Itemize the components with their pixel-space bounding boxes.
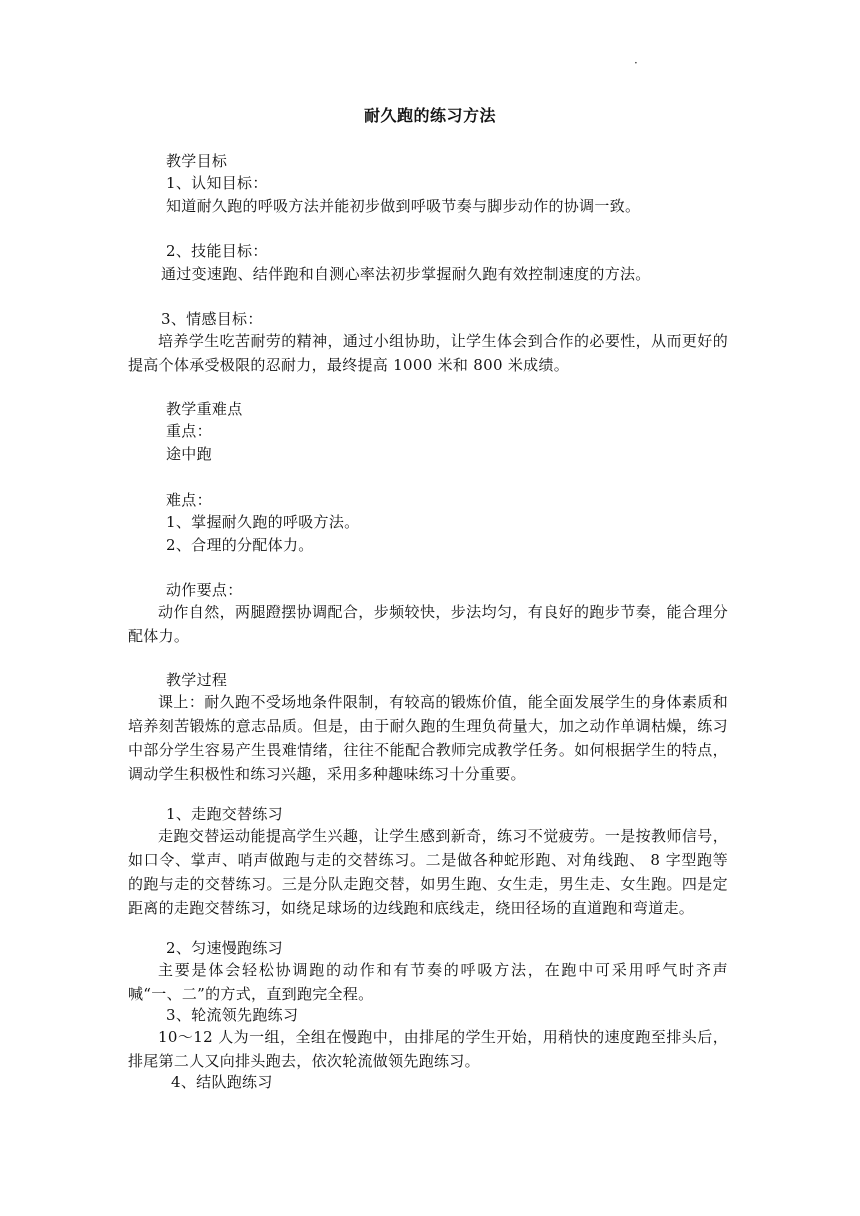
skill-goal-label: 2、技能目标：: [166, 242, 268, 260]
focus-text: 途中跑: [166, 445, 212, 463]
action-label: 动作要点：: [166, 581, 243, 599]
goals-heading: 教学目标: [166, 152, 228, 170]
item1-title: 1、走跑交替练习: [166, 805, 283, 823]
item3-title: 3、轮流领先跑练习: [166, 1006, 299, 1024]
item4-title: 4、结队跑练习: [171, 1073, 273, 1091]
cognitive-goal-text: 知道耐久跑的呼吸方法并能初步做到呼吸节奏与脚步动作的协调一致。: [166, 197, 641, 215]
action-text: 动作自然，两腿蹬摆协调配合，步频较快，步法均匀，有良好的跑步节奏，能合理分配体力。: [128, 603, 728, 645]
process-intro: 课上：耐久跑不受场地条件限制，有较高的锻炼价值，能全面发展学生的身体素质和培养刻苦锻炼的意志品质。但是，由于耐久跑的生理负荷量大，加之动作单调枯燥，练习中部分学生容易产生畏难情绪，往往不能配合教师完成教学任务。如何根据学生的特点，调动学生积极性和练习兴趣，采用多种趣味练习十分重要。: [128, 693, 728, 783]
emotion-goal-label: 3、情感目标：: [161, 310, 263, 328]
item3-text: 10～12 人为一组，全组在慢跑中，由排尾的学生开始，用稍快的速度跑至排头后，排尾第二人又向排头跑去，依次轮流做领先跑练习。: [128, 1028, 728, 1070]
skill-goal-text: 通过变速跑、结伴跑和自测心率法初步掌握耐久跑有效控制速度的方法。: [161, 265, 651, 283]
item2-text: 主要是体会轻松协调跑的动作和有节奏的呼吸方法，在跑中可采用呼气时齐声喊“一、二”的方式，直到跑完全程。: [128, 961, 728, 1003]
cognitive-goal-label: 1、认知目标：: [166, 174, 268, 192]
difficulty-label: 难点：: [166, 491, 212, 509]
document-title: 耐久跑的练习方法: [363, 106, 496, 125]
emotion-goal-text: 培养学生吃苦耐劳的精神，通过小组协助，让学生体会到合作的必要性，从而更好的提高个体承受极限的忍耐力，最终提高 1000 米和 800 米成绩。: [128, 332, 728, 374]
page-mark: ·: [634, 56, 638, 70]
item2-title: 2、匀速慢跑练习: [166, 939, 283, 957]
difficulty-item: 2、合理的分配体力。: [166, 536, 314, 554]
process-heading: 教学过程: [166, 671, 228, 689]
item1-text: 走跑交替运动能提高学生兴趣，让学生感到新奇，练习不觉疲劳。一是按教师信号，如口令、掌声、哨声做跑与走的交替练习。二是做各种蛇形跑、对角线跑、 8 字型跑等的跑与走的交替练习。三是分队走跑交替，如男生跑、女生走，男生走、女生跑。四是定距离的走跑交替练习，如绕足球场的边线跑和底线走，绕田径场的直道跑和弯道走。: [128, 827, 728, 917]
key-points-heading: 教学重难点: [166, 400, 243, 418]
difficulty-item: 1、掌握耐久跑的呼吸方法。: [166, 513, 360, 531]
focus-label: 重点：: [166, 422, 212, 440]
